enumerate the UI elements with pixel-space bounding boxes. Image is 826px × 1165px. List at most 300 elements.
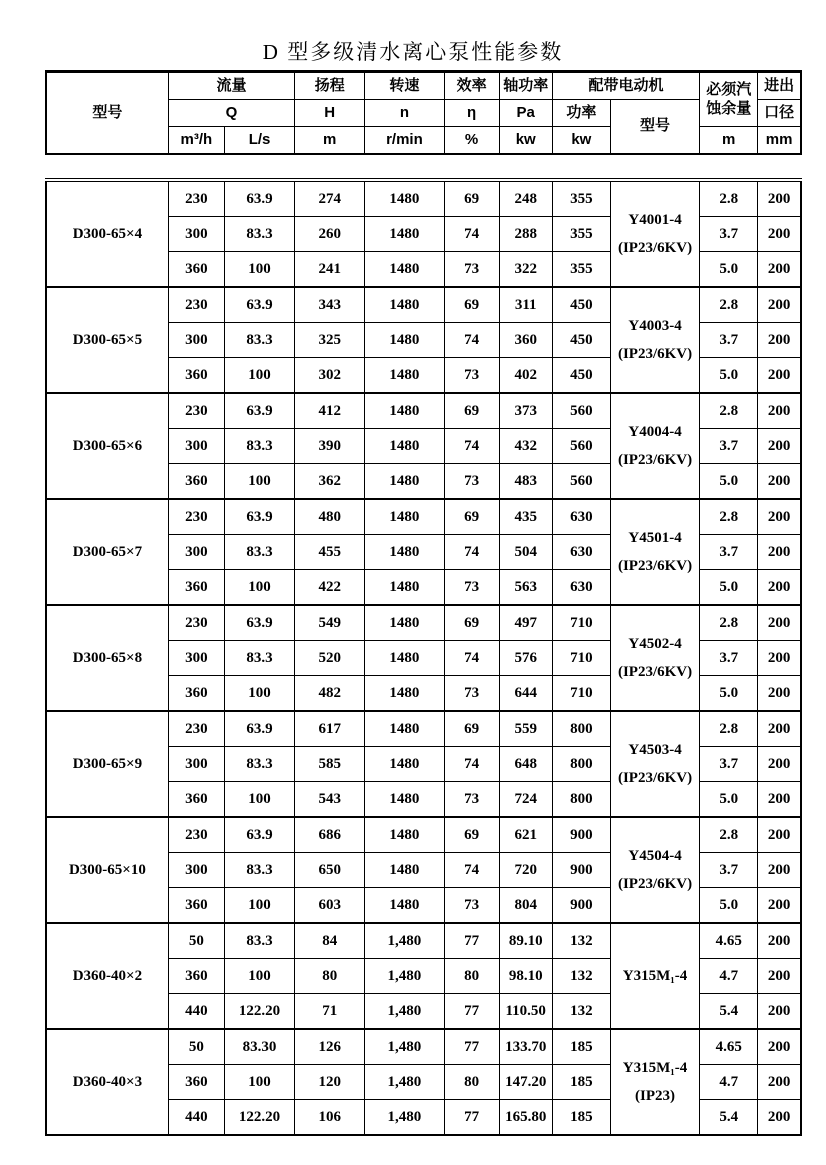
- npsh-cell: 4.65: [700, 923, 758, 959]
- port-diameter-cell: 200: [758, 959, 801, 994]
- flow-m3h-cell: 440: [168, 994, 224, 1030]
- port-diameter-cell: 200: [758, 358, 801, 394]
- efficiency-cell: 69: [444, 817, 499, 853]
- header-shaft-power-symbol: Pa: [499, 100, 552, 127]
- shaft-power-cell: 644: [499, 676, 552, 712]
- port-diameter-cell: 200: [758, 464, 801, 500]
- port-diameter-cell: 200: [758, 217, 801, 252]
- speed-cell: 1,480: [365, 1100, 444, 1136]
- speed-cell: 1480: [365, 711, 444, 747]
- npsh-cell: 2.8: [700, 711, 758, 747]
- speed-cell: 1480: [365, 180, 444, 217]
- table-row: [46, 923, 801, 959]
- head-cell: 455: [295, 535, 365, 570]
- efficiency-cell: 74: [444, 217, 499, 252]
- efficiency-cell: 73: [444, 888, 499, 924]
- shaft-power-cell: 504: [499, 535, 552, 570]
- flow-ls-cell: 100: [224, 570, 294, 606]
- flow-ls-cell: 63.9: [224, 393, 294, 429]
- pump-model-cell: D300-65×8: [46, 605, 168, 711]
- flow-ls-cell: 63.9: [224, 180, 294, 217]
- motor-power-cell: 800: [552, 782, 610, 818]
- port-diameter-cell: 200: [758, 994, 801, 1030]
- port-diameter-cell: 200: [758, 1100, 801, 1136]
- motor-enclosure-note: (IP23/6KV): [617, 558, 693, 574]
- head-cell: 543: [295, 782, 365, 818]
- npsh-cell: 5.4: [700, 1100, 758, 1136]
- motor-power-cell: 450: [552, 287, 610, 323]
- shaft-power-cell: 165.80: [499, 1100, 552, 1136]
- header-efficiency: 效率: [444, 72, 499, 100]
- flow-ls-cell: 83.3: [224, 747, 294, 782]
- flow-ls-cell: 100: [224, 888, 294, 924]
- header-table: [45, 70, 802, 155]
- shaft-power-cell: 648: [499, 747, 552, 782]
- flow-ls-cell: 122.20: [224, 994, 294, 1030]
- head-cell: 520: [295, 641, 365, 676]
- shaft-power-cell: 576: [499, 641, 552, 676]
- flow-m3h-cell: 50: [168, 923, 224, 959]
- motor-model-cell: [610, 287, 699, 393]
- shaft-power-cell: 563: [499, 570, 552, 606]
- speed-cell: 1480: [365, 358, 444, 394]
- motor-model: Y315M₁-4: [622, 1059, 688, 1076]
- flow-ls-cell: 100: [224, 676, 294, 712]
- head-cell: 585: [295, 747, 365, 782]
- speed-cell: 1480: [365, 217, 444, 252]
- motor-model-cell: [610, 1029, 699, 1135]
- port-diameter-cell: 200: [758, 287, 801, 323]
- pump-model-cell: D300-65×7: [46, 499, 168, 605]
- port-diameter-cell: 200: [758, 499, 801, 535]
- npsh-cell: 5.0: [700, 252, 758, 288]
- head-cell: 480: [295, 499, 365, 535]
- header-flow-unit-m3h: m³/h: [168, 127, 224, 155]
- motor-model: Y4001-4: [628, 211, 682, 228]
- motor-enclosure-note: (IP23/6KV): [617, 770, 693, 786]
- motor-model: Y4003-4: [628, 317, 682, 334]
- shaft-power-cell: 720: [499, 853, 552, 888]
- header-flow: 流量: [168, 72, 294, 100]
- flow-ls-cell: 63.9: [224, 287, 294, 323]
- pump-model-cell: D360-40×2: [46, 923, 168, 1029]
- npsh-cell: 3.7: [700, 323, 758, 358]
- shaft-power-cell: 621: [499, 817, 552, 853]
- pump-parameters-table: [45, 178, 802, 1136]
- table-row: [46, 180, 801, 217]
- motor-model-cell: [610, 711, 699, 817]
- shaft-power-cell: 89.10: [499, 923, 552, 959]
- port-diameter-cell: 200: [758, 817, 801, 853]
- flow-m3h-cell: 230: [168, 711, 224, 747]
- head-cell: 126: [295, 1029, 365, 1065]
- header-speed-symbol: n: [365, 100, 444, 127]
- motor-model: Y4504-4: [628, 847, 682, 864]
- flow-ls-cell: 63.9: [224, 817, 294, 853]
- port-diameter-cell: 200: [758, 323, 801, 358]
- head-cell: 650: [295, 853, 365, 888]
- shaft-power-cell: 248: [499, 180, 552, 217]
- table-row: [46, 817, 801, 853]
- npsh-cell: 2.8: [700, 817, 758, 853]
- efficiency-cell: 74: [444, 323, 499, 358]
- shaft-power-cell: 360: [499, 323, 552, 358]
- speed-cell: 1480: [365, 323, 444, 358]
- motor-model-cell: [610, 499, 699, 605]
- npsh-cell: 5.0: [700, 888, 758, 924]
- motor-enclosure-note: (IP23/6KV): [617, 876, 693, 892]
- head-cell: 274: [295, 180, 365, 217]
- flow-ls-cell: 100: [224, 1065, 294, 1100]
- motor-power-cell: 355: [552, 252, 610, 288]
- motor-power-cell: 185: [552, 1100, 610, 1136]
- flow-ls-cell: 122.20: [224, 1100, 294, 1136]
- pump-model-cell: D360-40×3: [46, 1029, 168, 1135]
- motor-power-cell: 710: [552, 676, 610, 712]
- speed-cell: 1480: [365, 464, 444, 500]
- speed-cell: 1,480: [365, 959, 444, 994]
- port-diameter-cell: 200: [758, 641, 801, 676]
- flow-m3h-cell: 300: [168, 747, 224, 782]
- motor-power-cell: 630: [552, 570, 610, 606]
- motor-power-cell: 355: [552, 180, 610, 217]
- shaft-power-cell: 322: [499, 252, 552, 288]
- flow-m3h-cell: 300: [168, 323, 224, 358]
- head-cell: 482: [295, 676, 365, 712]
- speed-cell: 1480: [365, 853, 444, 888]
- motor-model-cell: [610, 180, 699, 287]
- head-cell: 325: [295, 323, 365, 358]
- motor-model-cell: [610, 817, 699, 923]
- flow-ls-cell: 83.3: [224, 641, 294, 676]
- efficiency-cell: 73: [444, 252, 499, 288]
- flow-m3h-cell: 300: [168, 641, 224, 676]
- motor-power-cell: 560: [552, 429, 610, 464]
- motor-enclosure-note: (IP23/6KV): [617, 452, 693, 468]
- shaft-power-cell: 98.10: [499, 959, 552, 994]
- flow-ls-cell: 63.9: [224, 499, 294, 535]
- flow-m3h-cell: 300: [168, 535, 224, 570]
- table-row: [46, 711, 801, 747]
- header-port-line1: 进出: [758, 72, 801, 100]
- efficiency-cell: 73: [444, 676, 499, 712]
- motor-model: Y4004-4: [628, 423, 682, 440]
- header-flow-symbol: Q: [168, 100, 294, 127]
- shaft-power-cell: 133.70: [499, 1029, 552, 1065]
- shaft-power-cell: 373: [499, 393, 552, 429]
- motor-enclosure-note: (IP23/6KV): [617, 346, 693, 362]
- table-row: [46, 287, 801, 323]
- head-cell: 549: [295, 605, 365, 641]
- npsh-cell: 2.8: [700, 393, 758, 429]
- npsh-cell: 5.4: [700, 994, 758, 1030]
- motor-power-cell: 630: [552, 535, 610, 570]
- shaft-power-cell: 288: [499, 217, 552, 252]
- page-title: D 型多级清水离心泵性能参数: [262, 40, 564, 64]
- flow-m3h-cell: 360: [168, 464, 224, 500]
- flow-m3h-cell: 360: [168, 676, 224, 712]
- npsh-cell: 2.8: [700, 499, 758, 535]
- shaft-power-cell: 804: [499, 888, 552, 924]
- header-motor-group: 配带电动机: [552, 72, 699, 100]
- head-cell: 71: [295, 994, 365, 1030]
- head-cell: 302: [295, 358, 365, 394]
- flow-m3h-cell: 300: [168, 853, 224, 888]
- pump-model-cell: D300-65×4: [46, 180, 168, 287]
- flow-m3h-cell: 230: [168, 605, 224, 641]
- speed-cell: 1480: [365, 782, 444, 818]
- header-shaft-power: 轴功率: [499, 72, 552, 100]
- header-head-unit: m: [295, 127, 365, 155]
- motor-enclosure-note: (IP23): [635, 1088, 676, 1104]
- speed-cell: 1480: [365, 570, 444, 606]
- motor-model-cell: [610, 923, 699, 1029]
- speed-cell: 1,480: [365, 994, 444, 1030]
- npsh-cell: 5.0: [700, 464, 758, 500]
- flow-ls-cell: 83.3: [224, 217, 294, 252]
- efficiency-cell: 73: [444, 358, 499, 394]
- efficiency-cell: 69: [444, 605, 499, 641]
- flow-ls-cell: 63.9: [224, 605, 294, 641]
- npsh-cell: 4.7: [700, 1065, 758, 1100]
- header-port-unit: mm: [758, 127, 801, 155]
- port-diameter-cell: 200: [758, 782, 801, 818]
- pump-model-cell: D300-65×9: [46, 711, 168, 817]
- head-cell: 617: [295, 711, 365, 747]
- motor-model: Y315M₁-4: [622, 967, 688, 984]
- port-diameter-cell: 200: [758, 923, 801, 959]
- speed-cell: 1480: [365, 888, 444, 924]
- head-cell: 260: [295, 217, 365, 252]
- npsh-cell: 3.7: [700, 853, 758, 888]
- motor-power-cell: 355: [552, 217, 610, 252]
- header-motor-power-unit: kw: [552, 127, 610, 155]
- flow-m3h-cell: 360: [168, 888, 224, 924]
- npsh-cell: 4.65: [700, 1029, 758, 1065]
- head-cell: 241: [295, 252, 365, 288]
- speed-cell: 1480: [365, 393, 444, 429]
- flow-ls-cell: 100: [224, 252, 294, 288]
- motor-power-cell: 900: [552, 853, 610, 888]
- port-diameter-cell: 200: [758, 535, 801, 570]
- efficiency-cell: 69: [444, 711, 499, 747]
- speed-cell: 1,480: [365, 1029, 444, 1065]
- header-efficiency-unit: %: [444, 127, 499, 155]
- motor-power-cell: 132: [552, 923, 610, 959]
- flow-m3h-cell: 230: [168, 393, 224, 429]
- header-port-line2: 口径: [758, 100, 801, 127]
- efficiency-cell: 80: [444, 1065, 499, 1100]
- npsh-cell: 2.8: [700, 287, 758, 323]
- motor-model: Y4503-4: [628, 741, 682, 758]
- shaft-power-cell: 559: [499, 711, 552, 747]
- speed-cell: 1480: [365, 676, 444, 712]
- port-diameter-cell: 200: [758, 676, 801, 712]
- motor-enclosure-note: (IP23/6KV): [617, 240, 693, 256]
- efficiency-cell: 73: [444, 782, 499, 818]
- flow-m3h-cell: 230: [168, 287, 224, 323]
- shaft-power-cell: 497: [499, 605, 552, 641]
- flow-m3h-cell: 360: [168, 959, 224, 994]
- motor-power-cell: 800: [552, 747, 610, 782]
- port-diameter-cell: 200: [758, 1029, 801, 1065]
- npsh-cell: 5.0: [700, 782, 758, 818]
- efficiency-cell: 73: [444, 464, 499, 500]
- motor-power-cell: 132: [552, 994, 610, 1030]
- head-cell: 120: [295, 1065, 365, 1100]
- npsh-cell: 3.7: [700, 429, 758, 464]
- speed-cell: 1480: [365, 252, 444, 288]
- motor-power-cell: 450: [552, 358, 610, 394]
- header-npsh-unit: m: [700, 127, 758, 155]
- pump-parameters-body: [46, 180, 801, 1135]
- efficiency-cell: 74: [444, 747, 499, 782]
- motor-power-cell: 630: [552, 499, 610, 535]
- npsh-cell: 3.7: [700, 747, 758, 782]
- efficiency-cell: 69: [444, 499, 499, 535]
- header-motor-model: 型号: [610, 100, 699, 155]
- npsh-cell: 3.7: [700, 641, 758, 676]
- header-head-symbol: H: [295, 100, 365, 127]
- port-diameter-cell: 200: [758, 888, 801, 924]
- npsh-cell: 2.8: [700, 180, 758, 217]
- efficiency-cell: 74: [444, 535, 499, 570]
- npsh-cell: 5.0: [700, 358, 758, 394]
- pump-model-cell: D300-65×5: [46, 287, 168, 393]
- motor-power-cell: 710: [552, 641, 610, 676]
- port-diameter-cell: 200: [758, 570, 801, 606]
- efficiency-cell: 69: [444, 287, 499, 323]
- shaft-power-cell: 110.50: [499, 994, 552, 1030]
- head-cell: 362: [295, 464, 365, 500]
- npsh-cell: 5.0: [700, 570, 758, 606]
- pump-model-cell: D300-65×6: [46, 393, 168, 499]
- port-diameter-cell: 200: [758, 393, 801, 429]
- speed-cell: 1480: [365, 747, 444, 782]
- motor-model: Y4502-4: [628, 635, 682, 652]
- shaft-power-cell: 402: [499, 358, 552, 394]
- efficiency-cell: 69: [444, 180, 499, 217]
- speed-cell: 1,480: [365, 923, 444, 959]
- motor-power-cell: 560: [552, 393, 610, 429]
- head-cell: 422: [295, 570, 365, 606]
- flow-ls-cell: 100: [224, 782, 294, 818]
- flow-m3h-cell: 360: [168, 358, 224, 394]
- motor-model-cell: [610, 605, 699, 711]
- flow-m3h-cell: 300: [168, 429, 224, 464]
- speed-cell: 1480: [365, 641, 444, 676]
- header-flow-unit-ls: L/s: [224, 127, 294, 155]
- motor-power-cell: 185: [552, 1029, 610, 1065]
- port-diameter-cell: 200: [758, 853, 801, 888]
- motor-power-cell: 900: [552, 888, 610, 924]
- npsh-cell: 4.7: [700, 959, 758, 994]
- port-diameter-cell: 200: [758, 429, 801, 464]
- flow-ls-cell: 83.3: [224, 853, 294, 888]
- head-cell: 390: [295, 429, 365, 464]
- motor-model-cell: [610, 393, 699, 499]
- flow-ls-cell: 63.9: [224, 711, 294, 747]
- header-speed-unit: r/min: [365, 127, 444, 155]
- port-diameter-cell: 200: [758, 605, 801, 641]
- npsh-cell: 5.0: [700, 676, 758, 712]
- shaft-power-cell: 435: [499, 499, 552, 535]
- flow-ls-cell: 83.3: [224, 323, 294, 358]
- header-shaft-power-unit: kw: [499, 127, 552, 155]
- efficiency-cell: 74: [444, 641, 499, 676]
- speed-cell: 1480: [365, 605, 444, 641]
- efficiency-cell: 77: [444, 1029, 499, 1065]
- motor-power-cell: 560: [552, 464, 610, 500]
- shaft-power-cell: 432: [499, 429, 552, 464]
- flow-ls-cell: 83.3: [224, 923, 294, 959]
- header-pump-model: 型号: [46, 72, 168, 155]
- motor-model: Y4501-4: [628, 529, 682, 546]
- efficiency-cell: 77: [444, 1100, 499, 1136]
- head-cell: 686: [295, 817, 365, 853]
- header-efficiency-symbol: η: [444, 100, 499, 127]
- head-cell: 603: [295, 888, 365, 924]
- flow-ls-cell: 100: [224, 358, 294, 394]
- motor-enclosure-note: (IP23/6KV): [617, 664, 693, 680]
- motor-power-cell: 185: [552, 1065, 610, 1100]
- efficiency-cell: 77: [444, 994, 499, 1030]
- efficiency-cell: 69: [444, 393, 499, 429]
- motor-power-cell: 710: [552, 605, 610, 641]
- efficiency-cell: 77: [444, 923, 499, 959]
- header-motor-power: 功率: [552, 100, 610, 127]
- shaft-power-cell: 311: [499, 287, 552, 323]
- flow-ls-cell: 100: [224, 959, 294, 994]
- flow-m3h-cell: 230: [168, 180, 224, 217]
- port-diameter-cell: 200: [758, 747, 801, 782]
- flow-m3h-cell: 360: [168, 252, 224, 288]
- head-cell: 80: [295, 959, 365, 994]
- speed-cell: 1480: [365, 499, 444, 535]
- speed-cell: 1480: [365, 287, 444, 323]
- header-head: 扬程: [295, 72, 365, 100]
- speed-cell: 1480: [365, 817, 444, 853]
- head-cell: 343: [295, 287, 365, 323]
- npsh-cell: 2.8: [700, 605, 758, 641]
- efficiency-cell: 73: [444, 570, 499, 606]
- flow-ls-cell: 83.3: [224, 429, 294, 464]
- pump-model-cell: D300-65×10: [46, 817, 168, 923]
- header-speed: 转速: [365, 72, 444, 100]
- flow-m3h-cell: 360: [168, 782, 224, 818]
- table-row: [46, 1029, 801, 1065]
- flow-m3h-cell: 230: [168, 499, 224, 535]
- table-row: [46, 605, 801, 641]
- motor-power-cell: 132: [552, 959, 610, 994]
- head-cell: 84: [295, 923, 365, 959]
- table-row: [46, 393, 801, 429]
- port-diameter-cell: 200: [758, 180, 801, 217]
- efficiency-cell: 74: [444, 429, 499, 464]
- shaft-power-cell: 147.20: [499, 1065, 552, 1100]
- port-diameter-cell: 200: [758, 252, 801, 288]
- motor-power-cell: 900: [552, 817, 610, 853]
- npsh-cell: 3.7: [700, 217, 758, 252]
- motor-power-cell: 450: [552, 323, 610, 358]
- flow-m3h-cell: 360: [168, 1065, 224, 1100]
- efficiency-cell: 80: [444, 959, 499, 994]
- table-row: [46, 499, 801, 535]
- flow-ls-cell: 100: [224, 464, 294, 500]
- head-cell: 412: [295, 393, 365, 429]
- speed-cell: 1480: [365, 535, 444, 570]
- efficiency-cell: 74: [444, 853, 499, 888]
